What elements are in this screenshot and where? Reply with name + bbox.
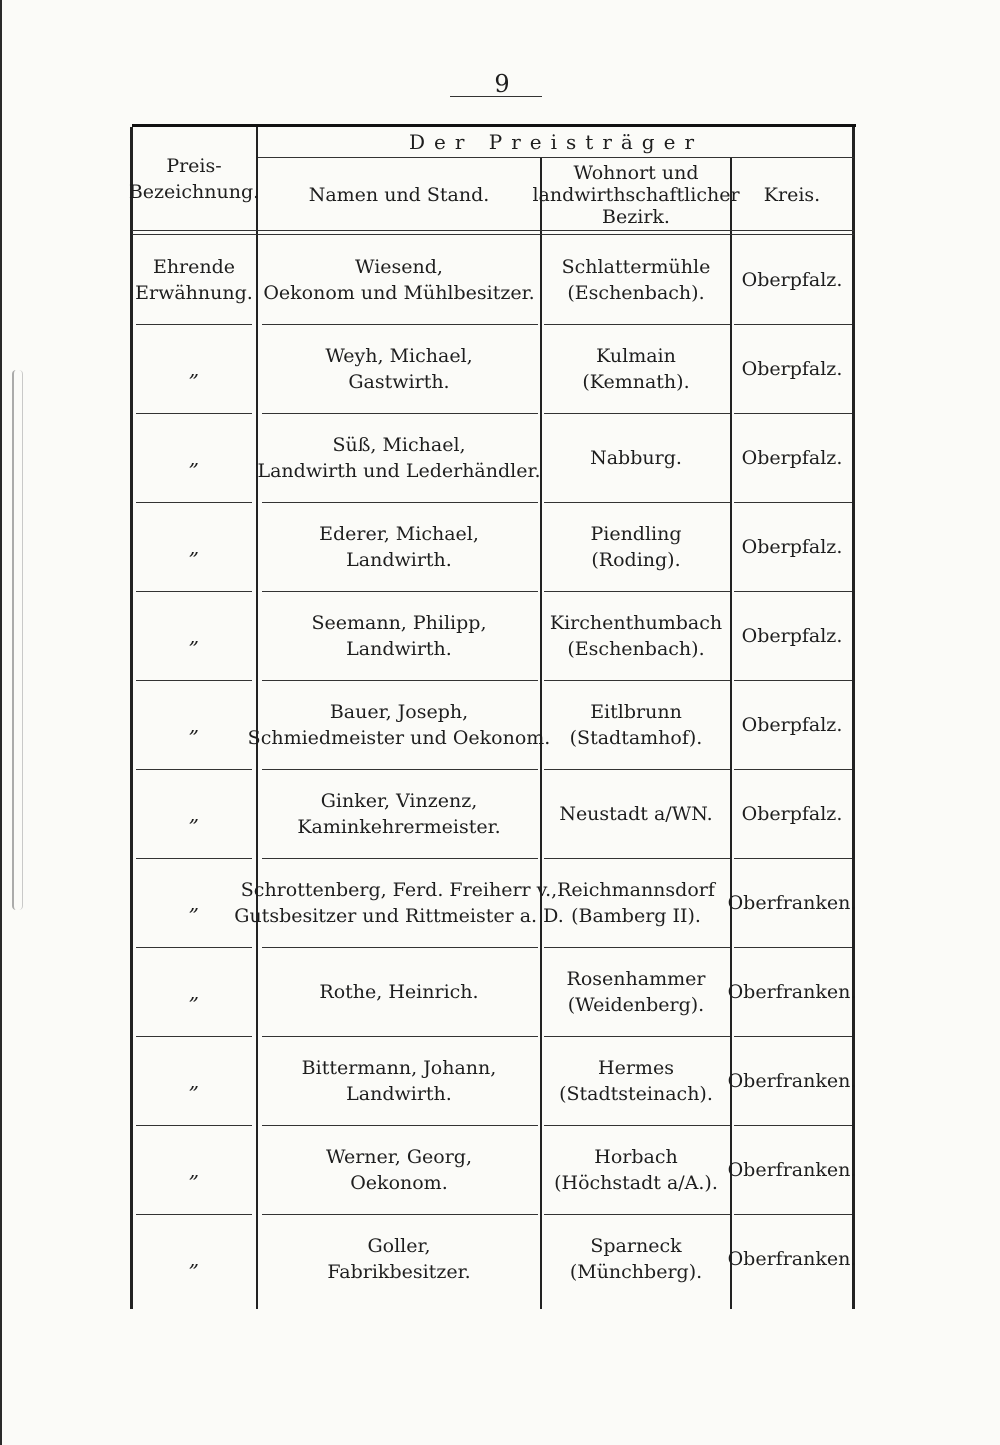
residence-cell [542,591,730,680]
name-cell-line: Landwirth und Lederhändler. [257,459,541,482]
district-cell-line: Oberpfalz. [741,446,843,469]
name-cell-line: Ederer, Michael, [319,522,479,545]
name-cell-line: Landwirth. [346,637,452,660]
district-cell [732,591,852,680]
prize-cell [132,502,256,591]
residence-cell-line: Piendling [590,522,682,545]
name-cell [247,680,551,769]
header-residence-line: landwirthschaftlicher [532,183,740,206]
district-cell [732,680,852,769]
residence-cell-line: Kirchenthumbach [549,611,723,634]
district-cell-line: Oberpfalz. [741,535,843,558]
name-cell [234,858,564,947]
district-cell [727,947,857,1036]
header-rule [258,157,854,158]
name-cell [258,1125,540,1214]
district-cell-line: Oberpfalz. [741,268,843,291]
residence-cell [542,947,730,1036]
name-cell [258,235,540,324]
ditto-mark: „ [188,623,200,648]
district-cell-line: Oberfranken. [727,1247,857,1270]
residence-cell-line: (Stadtsteinach). [559,1082,713,1105]
district-cell-line: Oberpfalz. [741,357,843,380]
residence-cell-line: Rosenhammer [566,967,706,990]
ditto-mark: „ [188,534,200,559]
name-cell-line: Gastwirth. [348,370,450,393]
prize-cell [132,235,256,324]
prize-cell [132,1036,256,1125]
prize-cell [132,1214,256,1303]
district-cell [727,1036,857,1125]
district-cell [732,413,852,502]
name-cell [258,413,540,502]
name-cell-line: Bauer, Joseph, [329,700,469,723]
district-cell-line: Oberfranken. [727,980,857,1003]
ditto-mark: „ [188,890,200,915]
district-cell-line: Oberfranken. [727,1158,857,1181]
name-cell-line: Oekonom. [350,1171,448,1194]
ditto-mark: „ [188,801,200,826]
name-cell [258,502,540,591]
page-number-rule [450,96,542,97]
header-prize [128,127,260,230]
name-cell-line: Rothe, Heinrich. [319,980,479,1003]
district-cell-line: Oberpfalz. [741,802,843,825]
ditto-mark: „ [188,979,200,1004]
header-district [732,159,852,230]
residence-cell-line: (Kemnath). [582,370,690,393]
district-cell-line: Oberfranken. [727,1069,857,1092]
residence-cell-line: (Stadtamhof). [569,726,703,749]
ditto-mark: „ [188,1246,200,1271]
name-cell-line: Werner, Georg, [325,1145,472,1168]
header-prize-line: Bezeichnung. [128,180,260,203]
name-cell-line: Oekonom und Mühlbesitzer. [263,281,535,304]
name-cell-line: Weyh, Michael, [325,344,473,367]
name-cell-line: Landwirth. [346,1082,452,1105]
residence-cell-line: Horbach [594,1145,678,1168]
prize-cell [132,324,256,413]
name-cell [258,769,540,858]
name-cell [258,324,540,413]
name-cell [258,1214,540,1303]
header-group: Der Preisträger [408,130,704,154]
prize-cell [132,413,256,502]
name-cell [258,947,540,1036]
prize-cell [132,769,256,858]
residence-cell-line: Eitlbrunn [590,700,682,723]
name-cell [258,1036,540,1125]
district-cell [727,1214,857,1303]
residence-cell [542,235,730,324]
residence-cell [542,413,730,502]
header-residence [532,159,740,230]
residence-cell-line: Neustadt a/WN. [559,802,713,825]
residence-cell-line: (Weidenberg). [567,993,705,1016]
name-cell-line: Schmiedmeister und Oekonom. [247,726,551,749]
prize-winners-table [128,124,857,1309]
name-cell-line: Bittermann, Johann, [301,1056,497,1079]
name-cell-line: Gutsbesitzer und Rittmeister a. D. [234,904,564,927]
name-cell-line: Ginker, Vinzenz, [320,789,478,812]
prize-cell [132,947,256,1036]
residence-cell-line: Hermes [598,1056,674,1079]
residence-cell-line: Sparneck [590,1234,682,1257]
district-cell [727,858,857,947]
district-cell [732,235,852,324]
residence-cell-line: (Bamberg II). [571,904,701,927]
ditto-mark: „ [188,712,200,737]
district-cell [727,1125,857,1214]
residence-cell-line: (Höchstadt a/A.). [554,1171,718,1194]
residence-cell-line: Nabburg. [590,446,682,469]
district-cell [732,769,852,858]
residence-cell [542,769,730,858]
ditto-mark: „ [188,356,200,381]
prize-cell [132,591,256,680]
header-residence-line: Wohnort und [573,161,699,184]
name-cell [258,591,540,680]
ditto-mark: „ [188,1068,200,1093]
table-border-right [852,127,855,1309]
name-cell-line: Kaminkehrermeister. [297,815,501,838]
name-cell-line: Fabrikbesitzer. [327,1260,471,1283]
name-cell-line: Wiesend, [355,255,443,278]
header-district-line: Kreis. [763,183,821,206]
page-number: 9 [494,70,510,98]
district-cell [732,324,852,413]
header-name [258,159,540,230]
ditto-mark: „ [188,1157,200,1182]
residence-cell-line: Schlattermühle [561,255,711,278]
residence-cell-line: Kulmain [596,344,676,367]
residence-cell [542,1125,730,1214]
header-residence-line: Bezirk. [602,205,670,228]
name-cell-line: Seemann, Philipp, [311,611,487,634]
residence-cell-line: (Eschenbach). [567,637,705,660]
district-cell-line: Oberpfalz. [741,624,843,647]
district-cell-line: Oberfranken. [727,891,857,914]
residence-cell-line: (Eschenbach). [567,281,705,304]
residence-cell [542,858,730,947]
prize-cell [132,1125,256,1214]
prize-cell [132,680,256,769]
name-cell-line: Schrottenberg, Ferd. Freiherr v., [240,878,558,901]
name-cell-line: Goller, [367,1234,431,1257]
header-name-line: Namen und Stand. [308,183,490,206]
residence-cell [542,1214,730,1303]
prize-cell-line: Erwähnung. [135,281,253,304]
residence-cell-line: Reichmannsdorf [557,878,715,901]
residence-cell [542,1036,730,1125]
name-cell-line: Landwirth. [346,548,452,571]
residence-cell [542,502,730,591]
ditto-mark: „ [188,445,200,470]
residence-cell-line: (Münchberg). [569,1260,703,1283]
name-cell-line: Süß, Michael, [332,433,466,456]
residence-cell-line: (Roding). [591,548,681,571]
page-fold-mark [12,370,23,910]
residence-cell [542,680,730,769]
residence-cell [542,324,730,413]
header-prize-line: Preis- [166,154,222,177]
district-cell-line: Oberpfalz. [741,713,843,736]
prize-cell-line: Ehrende [152,255,236,278]
district-cell [732,502,852,591]
